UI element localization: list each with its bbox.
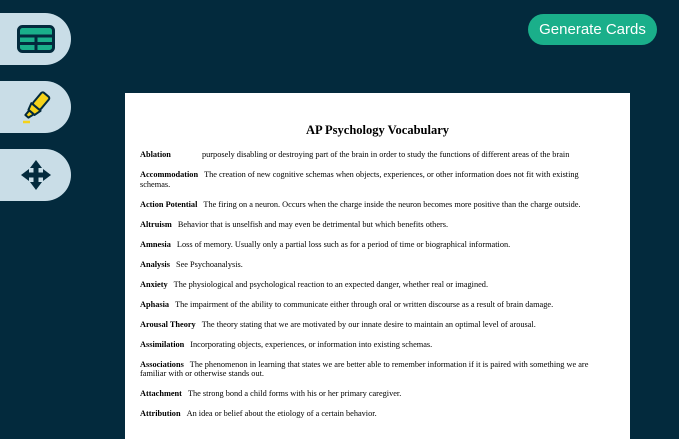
document-title: AP Psychology Vocabulary bbox=[305, 123, 450, 137]
vocab-definition: purposely disabling or destroying part of the brain in order to study the functions of different areas of the brain bbox=[202, 150, 570, 159]
vocab-definition: The impairment of the ability to communicate either through oral or written discourse as a result of brain damage. bbox=[175, 299, 554, 309]
vocab-definition: The phenomenon in learning that states we are better able to remember information if it is paired with something we are familiar with or otherwise stands out. bbox=[140, 359, 589, 378]
vocab-term: Arousal Theory bbox=[140, 319, 196, 329]
vocab-term: Action Potential bbox=[140, 199, 198, 209]
highlighter-tool-button[interactable] bbox=[0, 81, 71, 133]
vocab-term: Assimilation bbox=[140, 339, 185, 349]
vocab-term: Attachment bbox=[140, 389, 182, 398]
vocab-term: Associations bbox=[140, 359, 184, 369]
vocab-definition: The firing on a neuron. Occurs when the charge inside the neuron becomes more positive than the charge outside. bbox=[203, 199, 581, 209]
layout-tool-button[interactable] bbox=[0, 13, 71, 65]
vocab-term: Anxiety bbox=[140, 279, 168, 289]
vocab-definition: Incorporating objects, experiences, or information into existing schemas. bbox=[190, 339, 433, 349]
vocab-definition: The strong bond a child forms with his or her primary caregiver. bbox=[187, 389, 402, 398]
vocab-definition: Loss of memory. Usually only a partial loss such as for a period of time or biographical information. bbox=[176, 239, 511, 249]
vocab-entry bbox=[140, 360, 606, 379]
vocab-definition: An idea or belief about the etiology of a certain behavior. bbox=[186, 409, 377, 418]
vocab-term: Altruism bbox=[140, 219, 172, 229]
vocab-entry bbox=[140, 320, 606, 330]
vocab-definition: The theory stating that we are motivated by our innate desire to maintain an optimal level of arousal. bbox=[201, 319, 536, 329]
vocab-definition: The physiological and psychological reaction to an expected danger, whether real or imagined. bbox=[173, 279, 489, 289]
document-page bbox=[125, 93, 630, 439]
vocab-term: Analysis bbox=[140, 259, 170, 269]
vocab-definition: Behavior that is unselfish and may even be detrimental but which benefits others. bbox=[177, 219, 449, 229]
vocab-entry bbox=[140, 389, 606, 399]
vocab-term: Amnesia bbox=[140, 239, 171, 249]
vocab-entry bbox=[140, 200, 606, 210]
vocab-entry bbox=[140, 340, 606, 350]
vocab-entry bbox=[140, 260, 606, 270]
vocab-entry bbox=[140, 240, 606, 250]
vocab-term: Attribution bbox=[140, 409, 181, 418]
table-layout-icon bbox=[17, 25, 55, 53]
vocab-entry bbox=[140, 300, 606, 310]
generate-cards-button[interactable]: Generate Cards bbox=[528, 14, 657, 45]
vocab-term: Accommodation bbox=[140, 170, 199, 179]
vocab-entry bbox=[140, 280, 606, 290]
vocab-definition: The creation of new cognitive schemas when objects, experiences, or other information does not fit with existing schemas. bbox=[140, 170, 579, 189]
vocab-definition: See Psychoanalysis. bbox=[175, 259, 243, 269]
move-arrows-icon bbox=[20, 159, 52, 191]
vocab-term: Aphasia bbox=[140, 299, 170, 309]
vocab-entry bbox=[140, 150, 606, 160]
vocab-entry bbox=[140, 170, 606, 189]
vocab-entry bbox=[140, 220, 606, 230]
highlighter-icon bbox=[18, 89, 54, 125]
move-tool-button[interactable] bbox=[0, 149, 71, 201]
vocab-term: Ablation bbox=[140, 150, 171, 159]
vocab-entry bbox=[140, 409, 606, 419]
